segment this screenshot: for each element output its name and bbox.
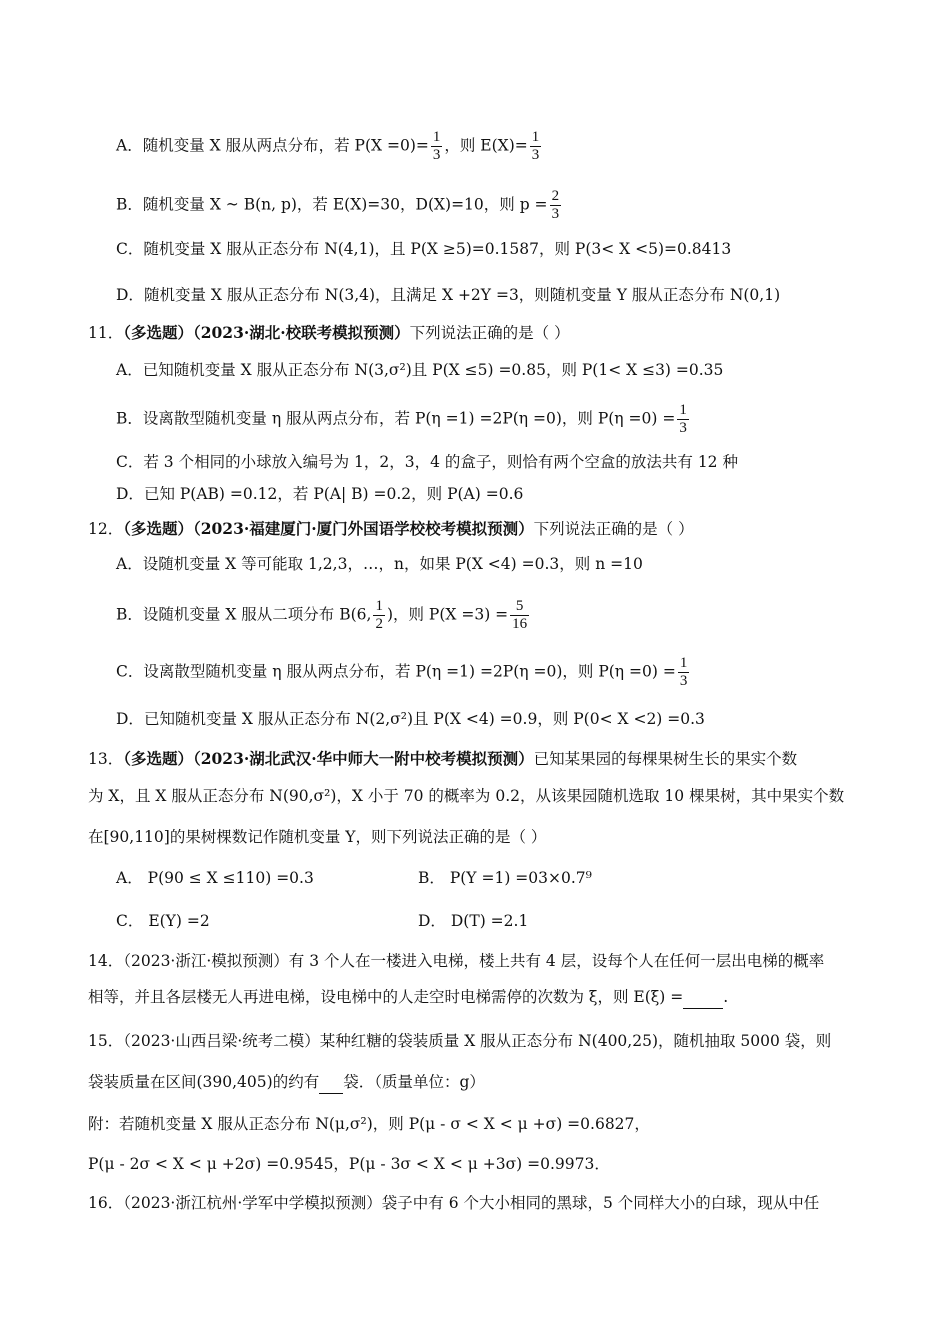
q15-note-line2: P(μ - 2σ < X < μ +2σ) =0.9545，P(μ - 3σ < X < μ +3σ) =0.9973． (88, 1155, 610, 1173)
q13-option-a: A． P(90 ≤ X ≤110) =0.3 (116, 869, 314, 887)
q14-line2: 相等，并且各层楼无人再进电梯，设电梯中的人走空时电梯需停的次数为 ξ，则 E(ξ) = . (88, 986, 728, 1009)
q11-option-d: D．已知 P(AB) =0.12，若 P(A| B) =0.2，则 P(A) =0.6 (116, 485, 524, 503)
q12-option-b: B．设随机变量 X 服从二项分布 B(6, $\frac{1}{2}$ )，则 P(X =3) = $\frac{5}{16}$ (116, 598, 528, 632)
answer-blank[interactable] (683, 986, 723, 1009)
q15-note-line1: 附：若随机变量 X 服从正态分布 N(μ,σ²)，则 P(μ - σ < X < μ +σ) =0.6827， (88, 1115, 650, 1133)
q16-line1: 16．（2023·浙江杭州·学军中学模拟预测）袋子中有 6 个大小相同的黑球，5 个同样大小的白球，现从中任 (88, 1194, 820, 1212)
q15-line2: 袋装质量在区间(390,405)的约有 袋．（质量单位：g） (88, 1071, 485, 1094)
q12-option-d: D．已知随机变量 X 服从正态分布 N(2,σ²)且 P(X <4) =0.9，则 P(0< X <2) =0.3 (116, 710, 705, 728)
q11-option-c: C．若 3 个相同的小球放入编号为 1，2，3，4 的盒子，则恰有两个空盒的放法共有 12 种 (116, 453, 738, 471)
q13-option-c: C． E(Y) =2 (116, 912, 210, 930)
fraction: $\frac{1}{2}$ (375, 598, 383, 632)
q13-stem-line1: 13．（多选题）（2023·湖北武汉·华中师大一附中校考模拟预测）已知某果园的每棵果树生长的果实个数 (88, 749, 798, 768)
fraction: $\frac{1}{3}$ (679, 402, 687, 436)
q15-line1: 15．（2023·山西吕梁·统考二模）某种红糖的袋装质量 X 服从正态分布 N(400,25)，随机抽取 5000 袋，则 (88, 1032, 832, 1050)
q11-option-b: B．设离散型随机变量 η 服从两点分布，若 P(η =1) =2P(η =0)，则 P(η =0) = $\frac{1}{3}$ (116, 402, 687, 436)
fraction: $\frac{5}{16}$ (512, 598, 528, 632)
fraction: $\frac{1}{3}$ (679, 655, 688, 689)
q10-option-b: B．随机变量 X ~ B(n, p)，若 E(X)=30，D(X)=10，则 p = $\frac{2}{3}$ (116, 188, 560, 222)
q11-option-a: A．已知随机变量 X 服从正态分布 N(3,σ²)且 P(X ≤5) =0.85，则 P(1< X ≤3) =0.35 (116, 361, 724, 379)
fraction: $\frac{1}{3}$ (432, 129, 441, 163)
q10-option-a: A．随机变量 X 服从两点分布，若 P(X =0)= $\frac{1}{3}$ ，则 E(X)= $\frac{1}{3}$ (116, 129, 540, 163)
q12-option-a: A．设随机变量 X 等可能取 1,2,3，…，n，如果 P(X <4) =0.3，则 n =10 (116, 555, 643, 573)
fraction: $\frac{2}{3}$ (551, 188, 560, 222)
fraction: $\frac{1}{3}$ (531, 129, 540, 163)
q10-option-c: C．随机变量 X 服从正态分布 N(4,1)，且 P(X ≥5)=0.1587，则 P(3< X <5)=0.8413 (116, 240, 732, 258)
q12-stem: 12．（多选题）（2023·福建厦门·厦门外国语学校校考模拟预测）下列说法正确的是（ ） (88, 519, 694, 538)
q13-option-d: D． D(T) =2.1 (418, 912, 529, 930)
q14-line1: 14．（2023·浙江·模拟预测）有 3 个人在一楼进入电梯，楼上共有 4 层，设每个人在任何一层出电梯的概率 (88, 952, 825, 970)
q13-stem-line3: 在[90,110]的果树棵数记作随机变量 Y，则下列说法正确的是（ ） (88, 828, 547, 846)
q13-option-b: B． P(Y =1) =03×0.7⁹ (418, 869, 592, 887)
answer-blank[interactable] (319, 1071, 343, 1094)
q10-option-d: D．随机变量 X 服从正态分布 N(3,4)，且满足 X +2Y =3，则随机变量 Y 服从正态分布 N(0,1) (116, 286, 781, 304)
q12-option-c: C．设离散型随机变量 η 服从两点分布，若 P(η =1) =2P(η =0)，则 P(η =0) = $\frac{1}{3}$ (116, 655, 688, 689)
q13-stem-line2: 为 X，且 X 服从正态分布 N(90,σ²)，X 小于 70 的概率为 0.2，从该果园随机选取 10 棵果树，其中果实个数 (88, 787, 845, 805)
q11-stem: 11．（多选题）（2023·湖北·校联考模拟预测）下列说法正确的是（ ） (88, 323, 570, 342)
